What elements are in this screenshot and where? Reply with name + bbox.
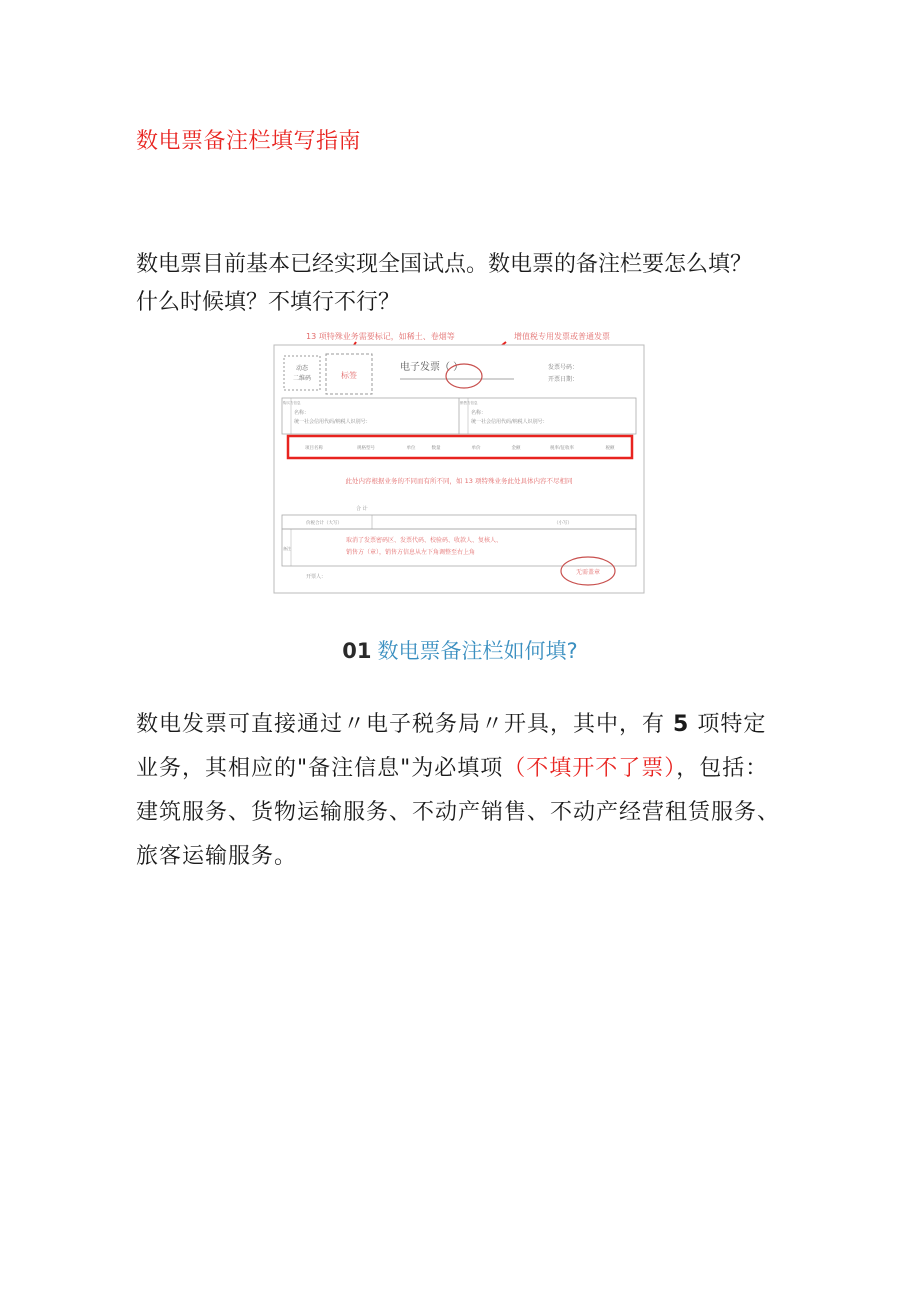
column-header: 单价 [471, 446, 481, 451]
column-header: 数量 [431, 446, 441, 451]
buyer-side-label: 购买方信息 [283, 401, 301, 405]
tag-label: 标签 [341, 371, 357, 380]
invoice-number-label: 发票号码： [548, 364, 579, 371]
buyer-code-label: 统一社会信用代码/纳税人识别号： [294, 419, 371, 425]
stamp-note: 无需盖章 [575, 569, 601, 576]
section-title: 数电票备注栏如何填? [377, 639, 578, 663]
annotation-right: 增值税专用发票或普通发票 [514, 332, 610, 341]
column-header: 单位 [406, 446, 416, 451]
seller-code-label: 统一社会信用代码/纳税人识别号： [471, 419, 548, 425]
intro-paragraph: 数电票目前基本已经实现全国试点。数电票的备注栏要怎么填？什么时候填？不填行不行？ [136, 252, 753, 315]
qr-label-1: 动态 [295, 365, 309, 372]
body-text-part-2: 项特定业务，其相应的"备注信息"为必填项 [136, 712, 767, 781]
qr-label-2: 二维码 [292, 375, 312, 382]
issuer-label: 开票人： [306, 574, 327, 580]
amount-label: 价税合计（大写） [306, 521, 342, 526]
body-paragraph [136, 703, 786, 879]
required-emphasis: （不填开不了票） [503, 756, 677, 781]
column-header: 规格型号 [357, 446, 375, 451]
invoice-figure [266, 328, 652, 596]
seller-name-label: 名称： [471, 410, 487, 416]
invoice-title: 电子发票（ ） [400, 362, 464, 373]
remark-note-line-1: 取消了发票密码区、发票代码、校验码、收款人、复核人、 [346, 537, 503, 544]
section-heading [0, 635, 920, 665]
remark-note-line-2: 销售方（章），销售方信息从左下角调整至右上角 [346, 549, 476, 556]
buyer-name-label: 名称： [294, 410, 310, 416]
section-number: 01 [342, 639, 372, 663]
annotation-left: 13 项特殊业务需要标记，如稀土、卷烟等 [306, 332, 455, 341]
seller-side-label: 销售方信息 [460, 401, 478, 405]
total-label: 合 计 [356, 506, 368, 512]
remark-side-label: 备注 [283, 546, 291, 551]
small-amount-label: （小写） [554, 521, 572, 526]
invoice-date-label: 开票日期： [548, 376, 579, 383]
column-header: 税额 [605, 446, 615, 451]
column-header: 税率/征收率 [549, 446, 575, 451]
column-header: 项目名称 [305, 446, 323, 451]
body-text-part-3: ，包括：建筑服务、货物运输服务、不动产销售、不动产经营租赁服务、旅客运输服务。 [136, 756, 781, 869]
middle-annotation: 此处内容根据业务的不同而有所不同，如 13 项特殊业务此处具体内容不尽相同 [345, 477, 573, 485]
page-title: 数电票备注栏填写指南 [136, 129, 362, 154]
body-text-part-1: 数电发票可直接通过〃电子税务局〃开具，其中，有 [136, 712, 666, 737]
column-header: 金额 [511, 446, 521, 451]
body-number: 5 [673, 712, 690, 737]
